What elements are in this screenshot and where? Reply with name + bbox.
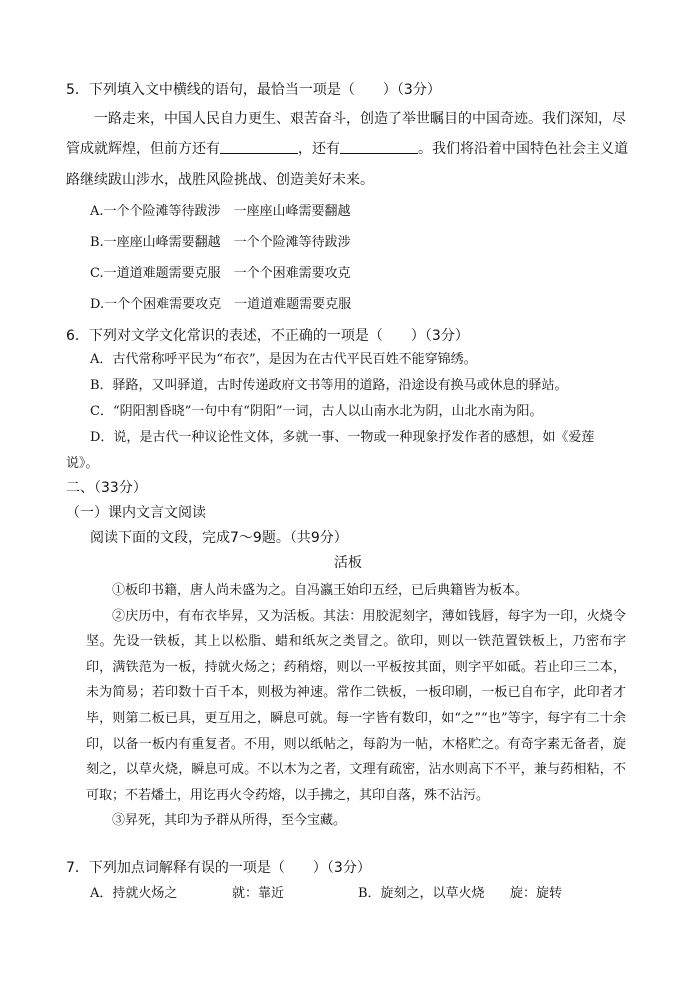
q5-passage-line-1: 一路走来，中国人民自力更生、艰苦奋斗，创造了举世瞩目的中国奇迹。我们深知，尽 (94, 111, 626, 127)
passage-body (86, 578, 626, 834)
q6-option-a: A．古代常称呼平民为“布衣”，是因为在古代平民百姓不能穿锦绣。 (90, 352, 477, 367)
q6-option-d: D．说，是古代一种议论性文体，多就一事、一物或一种现象抒发作者的感想，如《爱莲 (90, 430, 595, 445)
q7-stem: 7．下列加点词解释有误的一项是（ ）（3分） (66, 860, 371, 876)
q7-option-a-answer: 就：靠近 (232, 886, 285, 901)
reading-instruction: 阅读下面的文段，完成7～9题。（共9分） (90, 530, 348, 546)
fill-blank-1 (220, 139, 298, 154)
subsection-heading: （一）课内文言文阅读 (66, 505, 206, 521)
q7-option-b: B．旋刻之，以草火烧 (358, 886, 485, 901)
q6-option-c: C．“阴阳割昏晓”一句中有“阴阳”一词，古人以山南水北为阴，山北水南为阳。 (90, 404, 543, 419)
q7-option-a (90, 884, 177, 904)
q5-option-a: A.一个个险滩等待跋涉 一座座山峰需要翻越 (90, 204, 351, 219)
q5-stem: 5．下列填入文中横线的语句，最恰当一项是（ ）（3分） (66, 82, 441, 98)
q5-passage-line-3: 路继续跋山涉水，战胜风险挑战、创造美好未来。 (66, 172, 374, 188)
passage-paragraph-3: ③昇死，其印为予群从所得，至今宝藏。 (112, 813, 347, 829)
fill-blank-2 (340, 139, 418, 154)
q7-option-b-answer: 旋：旋转 (510, 886, 563, 901)
q6-option-b: B．驿路，又叫驿道，古时传递政府文书等用的道路，沿途设有换马或休息的驿站。 (90, 378, 568, 393)
q5-option-c: C.一道道难题需要克服 一个个困难需要攻克 (90, 266, 351, 281)
q7-option-a-text: A．持就火炀之 (90, 886, 178, 901)
passage-paragraph-1: ①板印书籍，唐人尚未盛为之。自冯瀛王始印五经，已后典籍皆为板本。 (112, 583, 529, 598)
q5-passage-part-a: 管成就辉煌，但前方还有 (66, 141, 220, 157)
q5-passage-line-2 (66, 139, 628, 159)
q6-stem: 6．下列对文学文化常识的表述，不正确的一项是（ ）（3分） (66, 328, 469, 344)
q5-option-b: B.一座座山峰需要翻越 一个个险滩等待跋涉 (90, 235, 351, 250)
q5-passage-part-c: 。我们将沿着中国特色社会主义道 (418, 141, 628, 157)
section-heading: 二、（33分） (66, 480, 147, 496)
passage-title: 活板 (334, 555, 362, 571)
q5-option-d: D.一个个困难需要攻克 一道道难题需要克服 (90, 297, 352, 312)
q6-option-d-continued: 说》。 (66, 456, 99, 471)
passage-paragraph-2: ②庆历中，有布衣毕昇，又为活板。其法：用胶泥刻字，薄如钱唇，每字为一印，火烧令坚。先设一铁板，其上以松脂、蜡和纸灰之类冒之。欲印，则以一铁范置铁板上，乃密布字印，满铁范为一板，持就火炀之；药稍熔，则以一平板按其面，则字平如砥。若止印三二本，未为简易；若印数十百千本，则极为神速。常作二铁板，一板印刷，一板已自布字，此印者才毕，则第二板已具，更互用之，瞬息可就。每一字皆有数印，如“之”“也”等字，每字有二十余印，以备一板内有重复者。不用，则以纸帖之，每韵为一帖，木格贮之。有奇字素无备者，旋刻之，以草火烧，瞬息可成。不以木为之者，文理有疏密，沾水则高下不平，兼与药相粘，不可取；不若燔土，用讫再火令药熔，以手拂之，其印自落，殊不沾污。 (86, 608, 626, 803)
q5-passage-part-b: ，还有 (298, 141, 340, 157)
